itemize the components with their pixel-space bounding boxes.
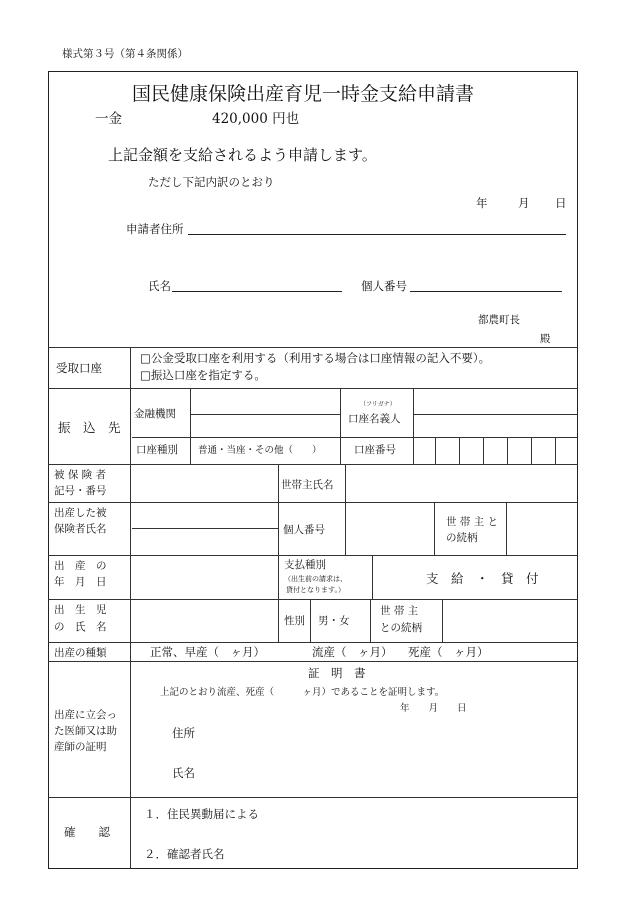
head-name-label: 世帯主氏名 (281, 479, 334, 491)
certificate-address-label: 住所 (172, 726, 195, 740)
payment-options[interactable]: 支 給 ・ 貸 付 (426, 571, 539, 586)
account-number-label: 口座番号 (354, 444, 396, 456)
confirmation-item-1: １．住民異動届による (144, 807, 259, 821)
insured-symbol-label: 被 保 険 者 (54, 469, 107, 481)
breakdown-note: ただし下記内訳のとおり (148, 175, 275, 189)
transfer-section-label: 振 込 先 (58, 420, 121, 435)
date-year: 年 (476, 196, 488, 210)
form-frame (48, 71, 578, 869)
birth-type-miscarriage[interactable]: 死産（ ヶ月） (408, 645, 489, 659)
birth-insured-label-2: 保険者氏名 (54, 523, 107, 535)
child-relation-label-2: との続柄 (380, 622, 422, 634)
confirmation-label: 確 認 (64, 825, 110, 839)
head-relation-label: 世 帯 主 と (446, 516, 499, 528)
applicant-personal-number-field[interactable] (410, 291, 562, 292)
birth-insured-label: 出産した被 (54, 507, 107, 519)
applicant-name-field[interactable] (172, 291, 342, 292)
insured-symbol-label-2: 記号・番号 (54, 485, 107, 497)
certificate-date: 年 月 日 (400, 703, 467, 714)
birth-date-label-2: 年 月 日 (54, 576, 107, 588)
child-name-label-2: の 氏 名 (54, 621, 107, 633)
date-month: 月 (518, 196, 530, 210)
insured-personal-number-label: 個人番号 (283, 524, 325, 536)
applicant-address-field[interactable] (188, 234, 566, 235)
honorific: 殿 (540, 333, 551, 345)
account-option-public[interactable]: □公金受取口座を利用する（利用する場合は口座情報の記入不要）。 (140, 351, 491, 365)
applicant-address-label: 申請者住所 (126, 222, 184, 236)
account-type-options[interactable]: 普通・当座・その他（ ） (198, 445, 322, 456)
account-type-label: 口座種別 (136, 444, 178, 456)
applicant-personal-number-label: 個人番号 (361, 279, 407, 293)
payment-type-note-2: 貸付となります。） (286, 586, 345, 594)
account-holder-label: 口座名義人 (348, 413, 401, 425)
account-section-label: 受取口座 (56, 361, 102, 375)
account-option-specify[interactable]: □振込口座を指定する。 (140, 368, 266, 382)
certificate-title: 証 明 書 (308, 666, 366, 680)
birth-type-stillbirth[interactable]: 流産（ ヶ月） (312, 645, 393, 659)
child-relation-label: 世 帯 主 (380, 605, 419, 617)
amount-prefix: 一金 (95, 111, 122, 127)
addressee: 都農町長 (478, 314, 520, 326)
child-name-label: 出 生 児 (54, 604, 107, 616)
request-text: 上記金額を支給されるよう申請します。 (108, 146, 377, 164)
sex-options[interactable]: 男・女 (318, 615, 350, 627)
confirmation-item-2: ２．確認者氏名 (144, 847, 225, 861)
date-day: 日 (555, 196, 567, 210)
head-relation-label-2: の続柄 (446, 532, 478, 544)
form-title: 国民健康保険出産育児一時金支給申請書 (132, 83, 475, 105)
birth-type-normal[interactable]: 正常、早産（ ヶ月） (150, 645, 265, 659)
sex-label: 性別 (284, 615, 305, 627)
certificate-side-label-3: 産師の証明 (54, 741, 107, 753)
furigana-label: （フリガナ） (360, 401, 396, 408)
payment-type-label: 支払種別 (284, 559, 326, 571)
certificate-name-label: 氏名 (172, 766, 195, 780)
certificate-side-label-2: た医師又は助 (54, 725, 117, 737)
birth-type-label: 出産の種類 (54, 647, 107, 659)
applicant-name-label: 氏名 (148, 279, 171, 293)
form-number: 様式第３号（第４条関係） (62, 48, 188, 60)
payment-type-note: （出生前の請求は、 (284, 575, 347, 583)
certificate-side-label: 出産に立会っ (54, 709, 117, 721)
birth-date-label: 出 産 の (54, 560, 107, 572)
amount: 420,000 円也 (212, 111, 300, 127)
certificate-statement: 上記のとおり流産、死産（ ヶ月）であることを証明します。 (160, 687, 445, 698)
institution-label: 金融機関 (134, 408, 176, 420)
